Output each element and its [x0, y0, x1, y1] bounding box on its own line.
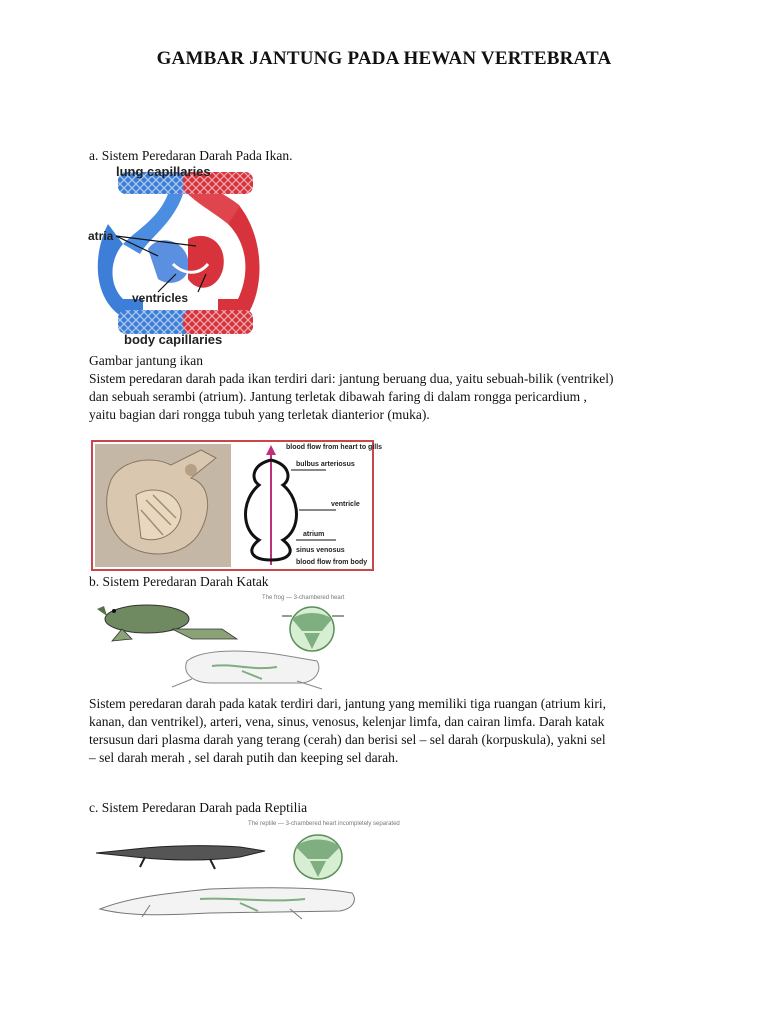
section-a-caption: Gambar jantung ikan [89, 353, 203, 368]
frog-figure-caption: The frog — 3-chambered heart [262, 595, 345, 601]
label-ventricles: ventricles [132, 291, 189, 305]
reptile-figure-caption: The reptile — 3-chambered heart incompletely separated [248, 821, 400, 827]
label-lung-capillaries: lung capillaries [116, 164, 211, 179]
section-b-heading: b. Sistem Peredaran Darah Katak [89, 574, 269, 589]
section-c-heading: c. Sistem Peredaran Darah pada Reptilia [89, 800, 308, 815]
section-a-heading: a. Sistem Peredaran Darah Pada Ikan. [89, 148, 293, 163]
section-a-paragraph-line-3: yaitu bagian dari rongga tubuh yang terletak dianterior (muka). [89, 407, 430, 422]
frog-circulation-figure [92, 591, 367, 691]
label-ventricle: ventricle [331, 501, 360, 508]
label-bulbus: bulbus arteriosus [296, 461, 355, 468]
page-title: GAMBAR JANTUNG PADA HEWAN VERTEBRATA [156, 48, 612, 69]
fish-heart-diagram [91, 440, 383, 571]
section-b-paragraph-line-2: kanan, dan ventrikel), arteri, vena, sinus, venosus, kelenjar limfa, dan cairan limfa. Darah katak [89, 714, 605, 729]
label-body-capillaries: body capillaries [124, 332, 223, 347]
section-b-paragraph-line-3: tersusun dari plasma darah yang terang (cerah) dan berisi sel – sel darah (korpuskula), yakni sel [89, 732, 606, 747]
section-a-paragraph-line-2: dan sebuah serambi (atrium). Jantung terletak dibawah faring di dalam rongga pericardium , [89, 389, 587, 404]
label-atria: atria [88, 229, 114, 243]
section-b-paragraph-line-1: Sistem peredaran darah pada katak terdiri dari, jantung yang memiliki tiga ruangan (atrium kiri, [89, 696, 606, 711]
section-a-paragraph-line-1: Sistem peredaran darah pada ikan terdiri dari: jantung beruang dua, yaitu sebuah-bilik (ventrikel) [89, 371, 614, 386]
label-atrium: atrium [303, 531, 325, 538]
label-sinus-venosus: sinus venosus [296, 547, 345, 554]
reptile-circulation-figure [90, 817, 400, 922]
label-blood-flow-to-gills: blood flow from heart to gills [286, 444, 383, 451]
label-blood-flow-from-body: blood flow from body [296, 559, 368, 566]
fish-circulation-figure [88, 164, 270, 346]
section-b-paragraph-line-4: – sel darah merah , sel darah putih dan keeping sel darah. [89, 750, 399, 765]
